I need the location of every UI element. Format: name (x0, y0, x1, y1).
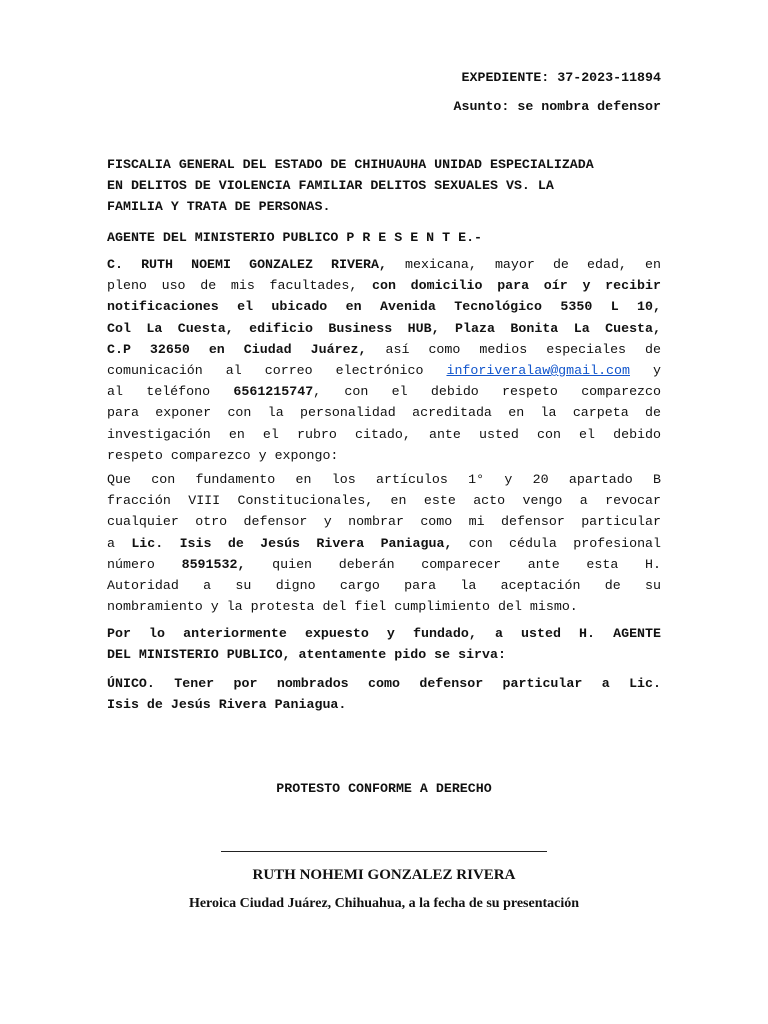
foundation-paragraph: Que con fundamento en los artículos 1° y 20 apartado B fracción VIII Constitucionales, en este acto vengo a revocar cualquier otro defensor y nombrar como mi defensor particular a Lic. Isis de Jesús Rivera Paniagua, con cédula profesional número 8591532, quien deberán comparecer ante esta H. Autoridad a su digno cargo para la aceptación de su nombramiento y la protesta del fiel cumplimiento del mismo. (107, 472, 662, 615)
addressee-line: FISCALIA GENERAL DEL ESTADO DE CHIHUAUHA UNIDAD ESPECIALIZADA (107, 157, 594, 172)
agent-heading: AGENTE DEL MINISTERIO PUBLICO P R E S E N T E.- (107, 230, 483, 245)
phone-number: 6561215747 (233, 384, 314, 400)
addressee-line: EN DELITOS DE VIOLENCIA FAMILIAR DELITOS SEXUALES VS. LA (107, 178, 554, 194)
petitioner-name: C. RUTH NOEMI GONZALEZ RIVERA, (107, 257, 387, 272)
license-number: 8591532, (181, 556, 246, 572)
request-paragraph: Por lo anteriormente expuesto y fundado, a usted H. AGENTE DEL MINISTERIO PUBLICO, atentamente pido se sirva: (107, 626, 661, 663)
place-date: Heroica Ciudad Juárez, Chihuahua, a la fecha de su presentación (188, 896, 580, 911)
addressee-line: FAMILIA Y TRATA DE PERSONAS. (107, 199, 331, 215)
protesto-line: PROTESTO CONFORME A DERECHO (276, 781, 492, 796)
signature-line (221, 851, 547, 852)
defender-name: Lic. Isis de Jesús Rivera Paniagua, (131, 535, 453, 551)
asunto-line: Asunto: se nombra defensor (453, 99, 661, 114)
expediente-number: EXPEDIENTE: 37-2023-11894 (461, 70, 661, 85)
intro-paragraph: C. RUTH NOEMI GONZALEZ RIVERA, mexicana, mayor de edad, en pleno uso de mis facultades, con domicilio para oír y recibir notificaciones el ubicado en Avenida Tecnológico 5350 L 10, Col La Cuesta, edificio Business HUB, Plaza Bonita La Cuesta, C.P 32650 en Ciudad Juárez, así como medios especiales de comunicación al correo electrónico inforiveralaw@gmail.com y al teléfono 6561215747, con el debido respeto comparezco para exponer con la personalidad acreditada en la carpeta de investigación en el rubro citado, ante usted con el debido respeto comparezco y expongo: (107, 257, 662, 463)
email-link[interactable]: inforiveralaw@gmail.com (446, 363, 630, 379)
addressee-block (107, 154, 661, 218)
unico-paragraph: ÚNICO. Tener por nombrados como defensor particular a Lic. Isis de Jesús Rivera Paniagua. (107, 676, 661, 713)
signer-name: RUTH NOHEMI GONZALEZ RIVERA (252, 867, 516, 883)
